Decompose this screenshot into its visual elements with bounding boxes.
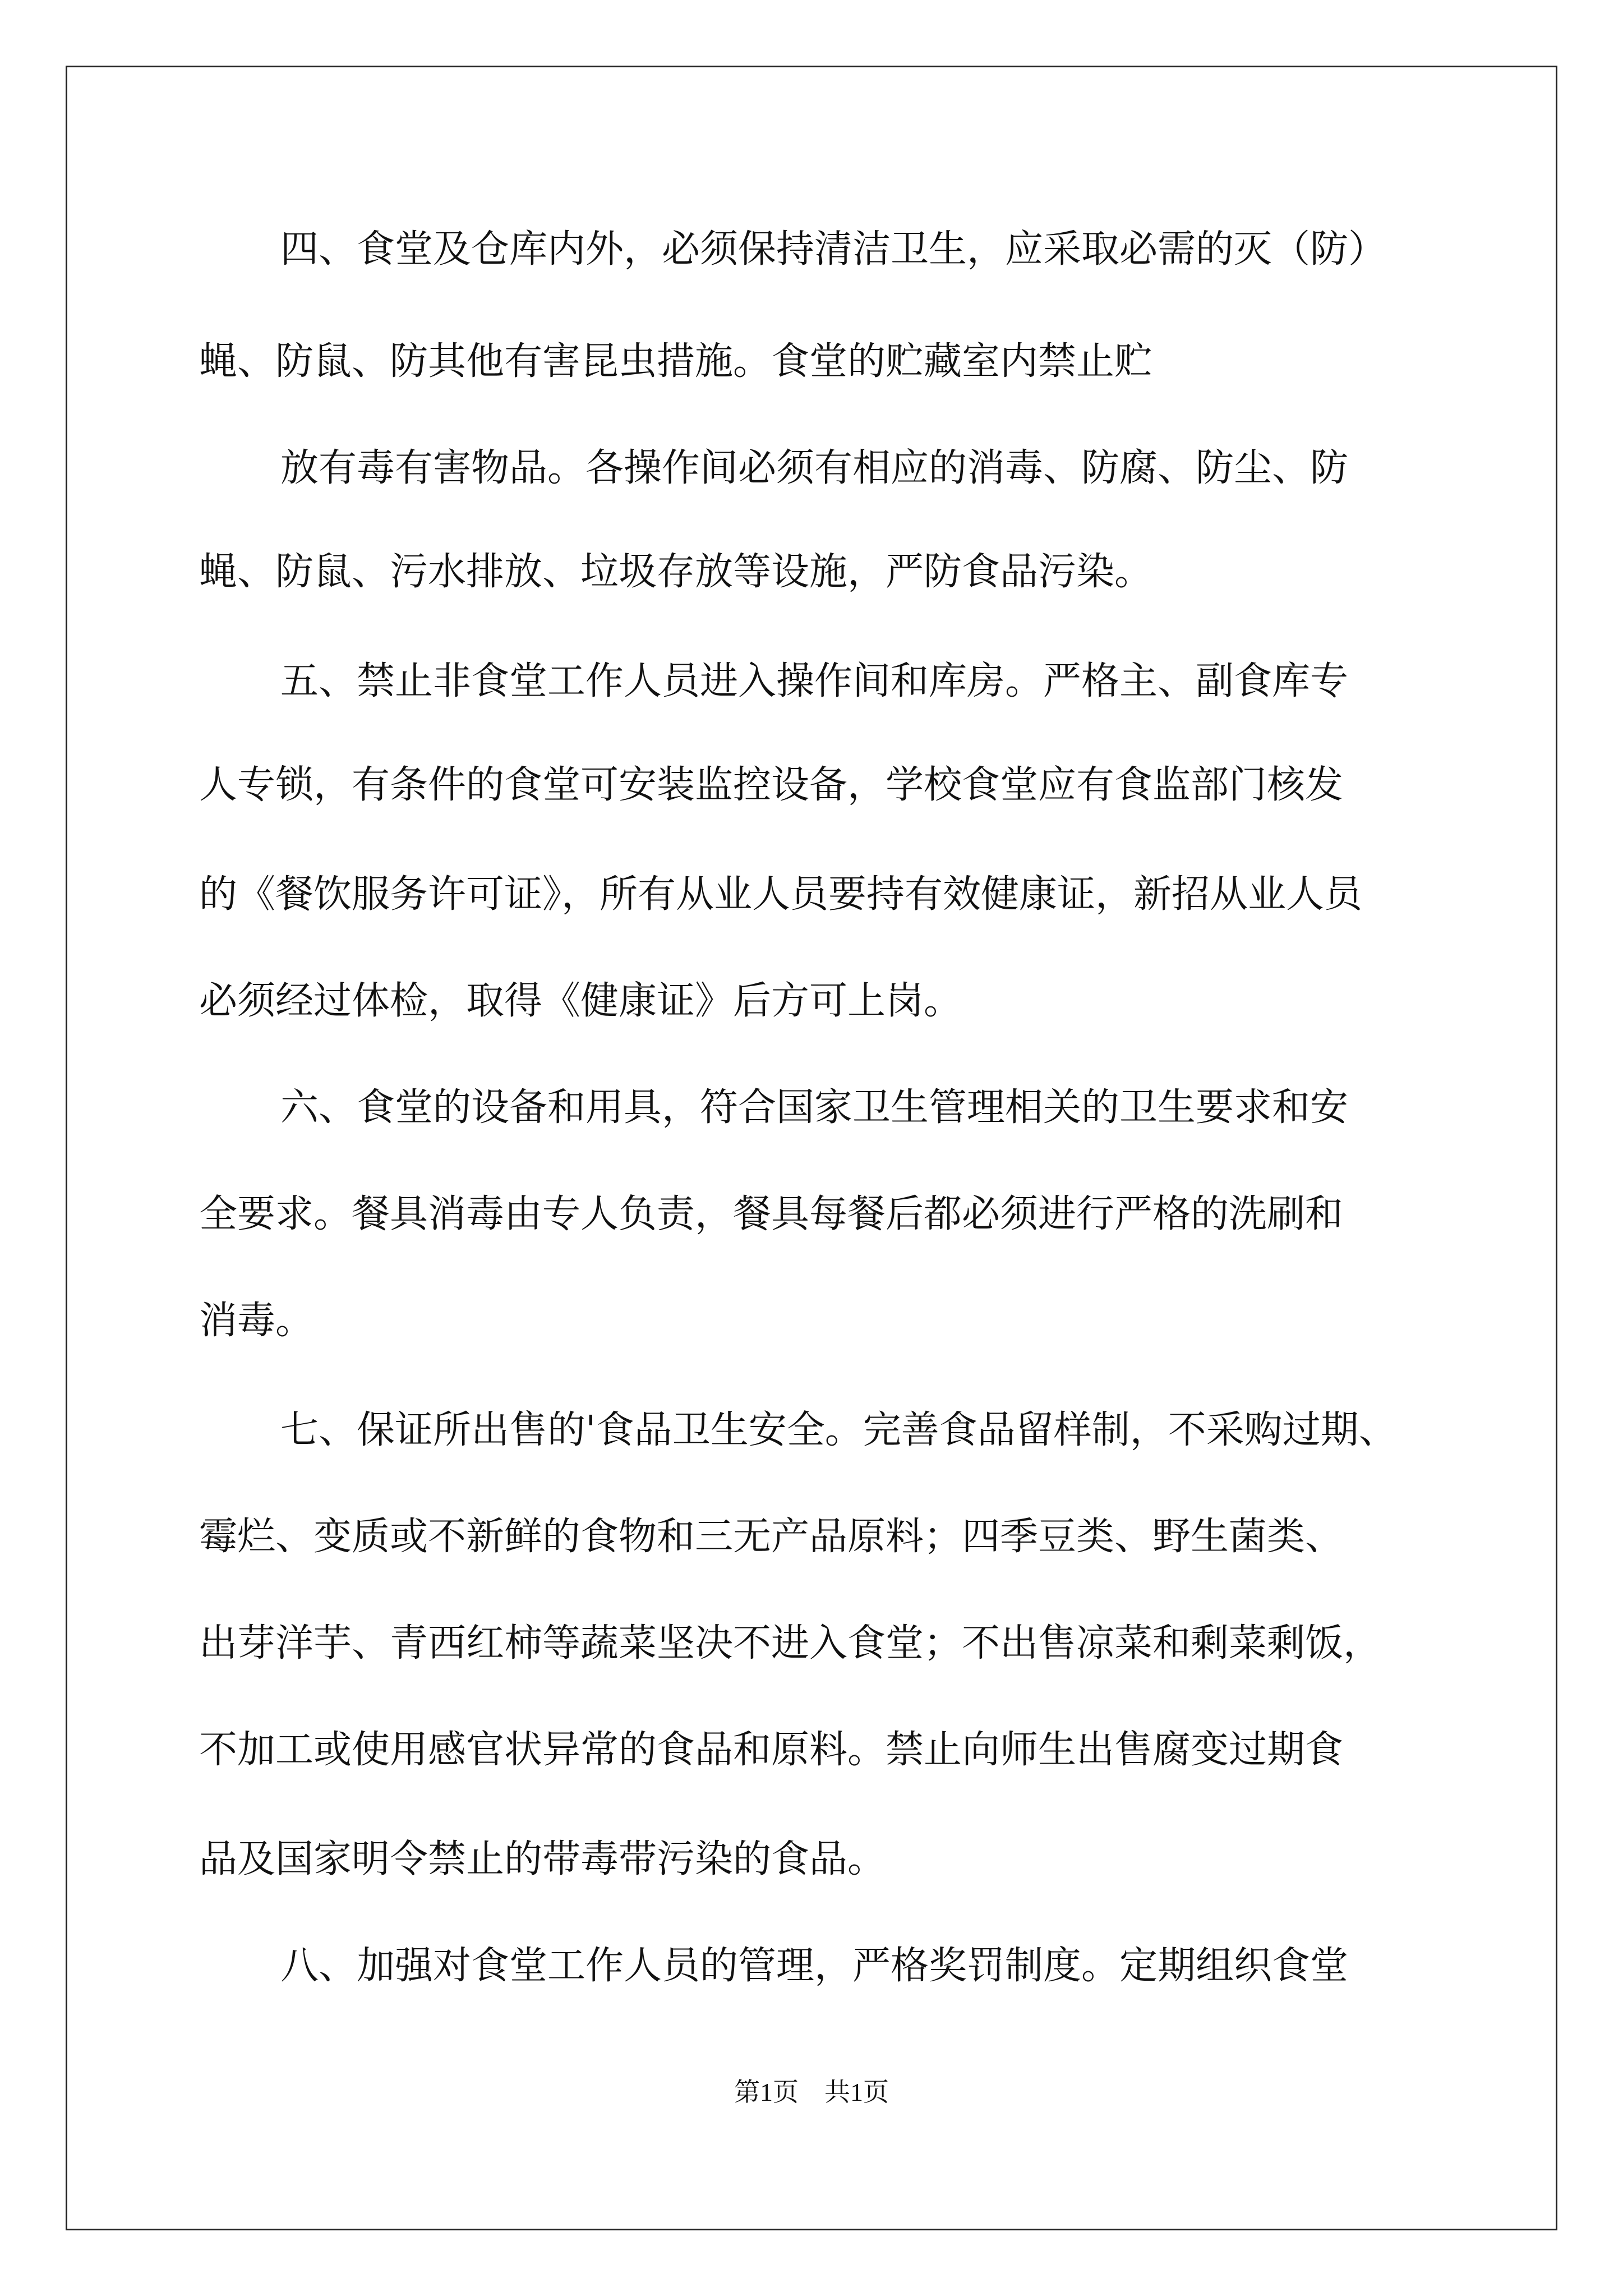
paragraph-line: 不加工或使用感官状异常的食品和原料。禁止向师生出售腐变过期食: [199, 1728, 1344, 1772]
paragraph-line: 四、食堂及仓库内外，必须保持清洁卫生，应采取必需的灭（防）: [280, 227, 1387, 272]
paragraph-line: 蝇、防鼠、污水排放、垃圾存放等设施，严防食品污染。: [199, 550, 1153, 594]
paragraph-line: 出芽洋芋、青西红柿等蔬菜坚决不进入食堂；不出售凉菜和剩菜剩饭，: [199, 1621, 1382, 1665]
paragraph-line: 五、禁止非食堂工作人员进入操作间和库房。严格主、副食库专: [280, 659, 1349, 703]
page-border: [66, 66, 1557, 2230]
paragraph-line: 必须经过体检，取得《健康证》后方可上岗。: [199, 979, 962, 1023]
paragraph-line: 放有毒有害物品。各操作间必须有相应的消毒、防腐、防尘、防: [280, 446, 1349, 490]
paragraph-line: 蝇、防鼠、防其他有害昆虫措施。食堂的贮藏室内禁止贮: [199, 339, 1153, 384]
paragraph-line: 品及国家明令禁止的带毒带污染的食品。: [199, 1837, 886, 1881]
paragraph-line: 全要求。餐具消毒由专人负责，餐具每餐后都必须进行严格的洗刷和: [199, 1192, 1344, 1236]
paragraph-line: 消毒。: [199, 1299, 314, 1343]
paragraph-line: 七、保证所出售的'食品卫生安全。完善食品留样制，不采购过期、: [280, 1408, 1397, 1452]
paragraph-line: 的《餐饮服务许可证》，所有从业人员要持有效健康证，新招从业人员: [199, 872, 1363, 917]
paragraph-line: 霉烂、变质或不新鲜的食物和三无产品原料；四季豆类、野生菌类、: [199, 1515, 1344, 1559]
paragraph-line: 人专锁，有条件的食堂可安装监控设备，学校食堂应有食监部门核发: [199, 763, 1344, 807]
paragraph-line: 八、加强对食堂工作人员的管理，严格奖罚制度。定期组织食堂: [280, 1944, 1349, 1988]
page-footer: 第1页 共1页: [734, 2078, 889, 2106]
paragraph-line: 六、食堂的设备和用具，符合国家卫生管理相关的卫生要求和安: [280, 1085, 1349, 1130]
